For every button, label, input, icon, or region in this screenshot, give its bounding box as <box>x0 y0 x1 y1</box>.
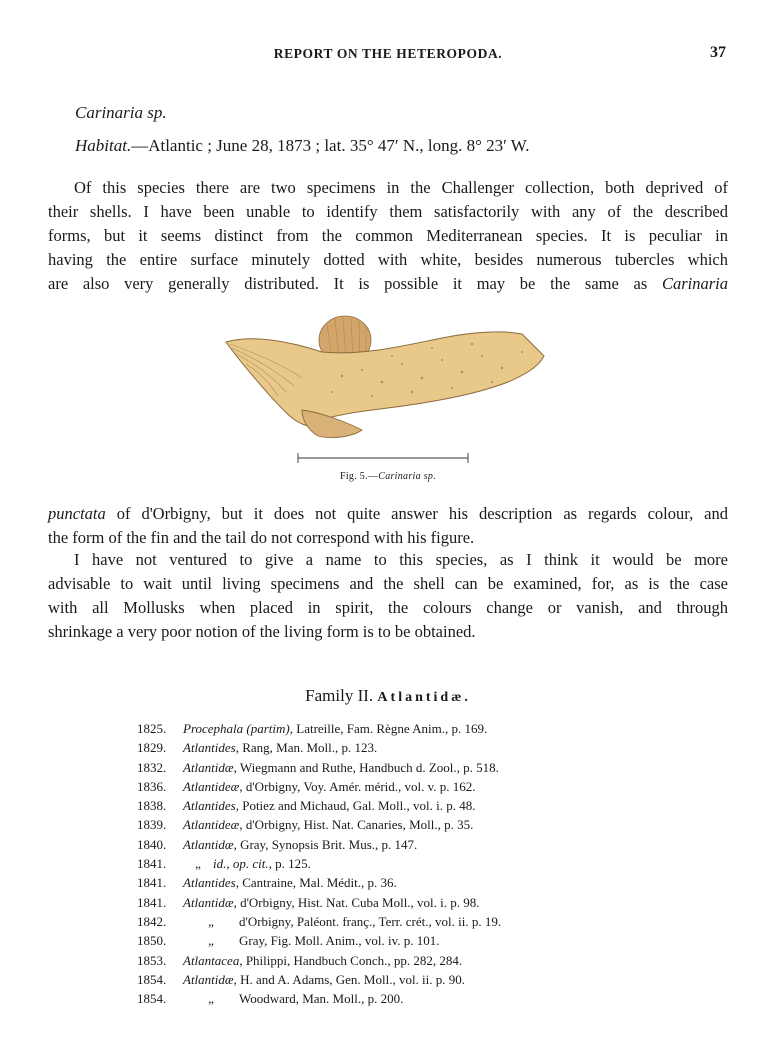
synonymy-year: 1853. <box>137 952 167 968</box>
synonymy-taxon: Atlantides <box>183 798 236 814</box>
synonymy-entry <box>137 989 697 1008</box>
ditto-mark: „ <box>208 933 214 949</box>
synonymy-year: 1832. <box>137 759 167 775</box>
synonymy-entry <box>137 931 697 950</box>
running-title: REPORT ON THE HETEROPODA. <box>273 46 503 61</box>
italic-taxon: punctata <box>48 504 106 523</box>
synonymy-taxon: Procephala (partim) <box>183 721 290 736</box>
text-line: advisable to wait until living specimens and the shell can be examined, for, as is the case <box>48 574 728 593</box>
synonymy-reference: Gray, Fig. Moll. Anim., vol. iv. p. 101. <box>239 933 440 949</box>
synonymy-reference: , d'Orbigny, Voy. Amér. mérid., vol. v. p. 162. <box>239 778 476 794</box>
synonymy-reference: , Wiegmann and Ruthe, Handbuch d. Zool., p. 518. <box>233 759 499 775</box>
habitat-label: Habitat. <box>75 136 132 155</box>
text-line: with all Mollusks when placed in spirit, the colours change or vanish, and through <box>48 598 728 617</box>
ditto-mark: „ <box>208 913 214 929</box>
synonymy-reference: , Philippi, Handbuch Conch., pp. 282, 284. <box>239 952 463 968</box>
italic-taxon: Carinaria <box>661 274 728 293</box>
synonymy-taxon: id., op. cit. <box>213 856 269 872</box>
synonymy-reference: , d'Orbigny, Hist. Nat. Canaries, Moll., p. 35. <box>239 817 474 833</box>
synonymy-year: 1842. <box>137 913 167 929</box>
paragraph-naming <box>48 548 728 644</box>
synonymy-year: 1840. <box>137 836 167 852</box>
synonymy-taxon: Atlantidæ <box>183 894 234 910</box>
synonymy-list <box>137 719 697 1008</box>
synonymy-taxon: Atlantidæ <box>183 759 234 775</box>
habitat-line <box>75 136 530 156</box>
carinaria-specimen-drawing <box>222 312 552 492</box>
paragraph-comparison <box>48 502 728 550</box>
caption-taxon: Carinaria sp. <box>378 471 437 482</box>
synonymy-reference: , Gray, Synopsis Brit. Mus., p. 147. <box>233 836 418 852</box>
synonymy-taxon: Atlantidæ <box>183 836 234 852</box>
synonymy-entry <box>137 912 697 931</box>
synonymy-year: 1854. <box>137 971 167 987</box>
species-heading <box>75 103 167 123</box>
page-number: 37 <box>710 44 726 61</box>
synonymy-year: 1854. <box>137 991 167 1007</box>
synonymy-entry <box>137 873 697 892</box>
ditto-mark: „ <box>195 856 201 872</box>
family-prefix: Family II. <box>305 686 378 705</box>
ditto-mark: „ <box>208 991 214 1007</box>
synonymy-year: 1838. <box>137 798 167 814</box>
text-line: having the entire surface minutely dotted with white, besides numerous tubercles which <box>48 250 728 269</box>
text-line: Of this species there are two specimens in the Challenger collection, both deprived of <box>74 178 728 197</box>
synonymy-taxon: Atlantideæ <box>183 817 240 833</box>
synonymy-entry <box>137 777 697 796</box>
synonymy-entry <box>137 815 697 834</box>
synonymy-reference: , H. and A. Adams, Gen. Moll., vol. ii. p. 90. <box>233 971 466 987</box>
figure-caption <box>0 471 776 482</box>
text-line: I have not ventured to give a name to this species, as I think it would be more <box>74 550 728 569</box>
text-segment: of d'Orbigny, but it does not quite answer his description as regards colour, and <box>105 504 728 523</box>
synonymy-reference: Woodward, Man. Moll., p. 200. <box>239 991 404 1007</box>
synonymy-reference: , d'Orbigny, Hist. Nat. Cuba Moll., vol. i. p. 98. <box>233 894 480 910</box>
text-line: forms, but it seems distinct from the common Mediterranean species. It is peculiar in <box>48 226 728 245</box>
synonymy-reference: d'Orbigny, Paléont. franç., Terr. crét., vol. ii. p. 19. <box>239 913 502 929</box>
synonymy-entry <box>137 893 697 912</box>
synonymy-entry <box>137 796 697 815</box>
synonymy-taxon: Atlantideæ <box>183 778 240 794</box>
synonymy-entry <box>137 738 697 757</box>
family-heading <box>0 686 776 706</box>
text-line: the form of the fin and the tail do not correspond with his figure. <box>48 528 475 547</box>
synonymy-year: 1836. <box>137 778 167 794</box>
synonymy-reference: , Rang, Man. Moll., p. 123. <box>235 740 378 756</box>
synonymy-taxon: Atlantacea <box>183 952 240 968</box>
synonymy-entry <box>137 758 697 777</box>
synonymy-reference: , p. 125. <box>268 856 311 872</box>
synonymy-reference: , Potiez and Michaud, Gal. Moll., vol. i. p. 48. <box>235 798 476 814</box>
family-name: Atlantidæ. <box>377 690 471 705</box>
synonymy-year: 1841. <box>137 856 167 872</box>
synonymy-year: 1825. <box>137 721 167 736</box>
synonymy-taxon: Atlantides <box>183 875 236 891</box>
synonymy-entry <box>137 835 697 854</box>
text-line: their shells. I have been unable to identify them satisfactorily with any of the described <box>48 202 728 221</box>
synonymy-taxon: Atlantidæ <box>183 971 234 987</box>
text-line: shrinkage a very poor notion of the living form is to be obtained. <box>48 622 476 641</box>
habitat-text: —Atlantic ; June 28, 1873 ; lat. 35° 47′ N., long. 8° 23′ W. <box>131 136 530 155</box>
caption-label: Fig. 5.— <box>339 471 379 482</box>
synonymy-taxon: Atlantides <box>183 740 236 756</box>
text-line-with-italic <box>48 272 728 296</box>
synonymy-year: 1841. <box>137 875 167 891</box>
synonymy-reference: , Cantraine, Mal. Médit., p. 36. <box>235 875 397 891</box>
synonymy-entry <box>137 854 697 873</box>
synonymy-year: 1839. <box>137 817 167 833</box>
synonymy-reference: , Latreille, Fam. Règne Anim., p. 169. <box>289 721 488 736</box>
paragraph-description <box>48 176 728 296</box>
synonymy-year: 1850. <box>137 933 167 949</box>
synonymy-year: 1829. <box>137 740 167 756</box>
scale-bar <box>298 453 468 463</box>
body-shape <box>226 332 544 426</box>
synonymy-entry <box>137 970 697 989</box>
species-name: Carinaria sp. <box>75 103 167 122</box>
text-segment: are also very generally distributed. It is possible it may be the same as <box>48 274 662 293</box>
synonymy-entry <box>137 719 697 738</box>
synonymy-entry <box>137 951 697 970</box>
synonymy-year: 1841. <box>137 894 167 910</box>
text-line-with-italic <box>48 502 728 526</box>
